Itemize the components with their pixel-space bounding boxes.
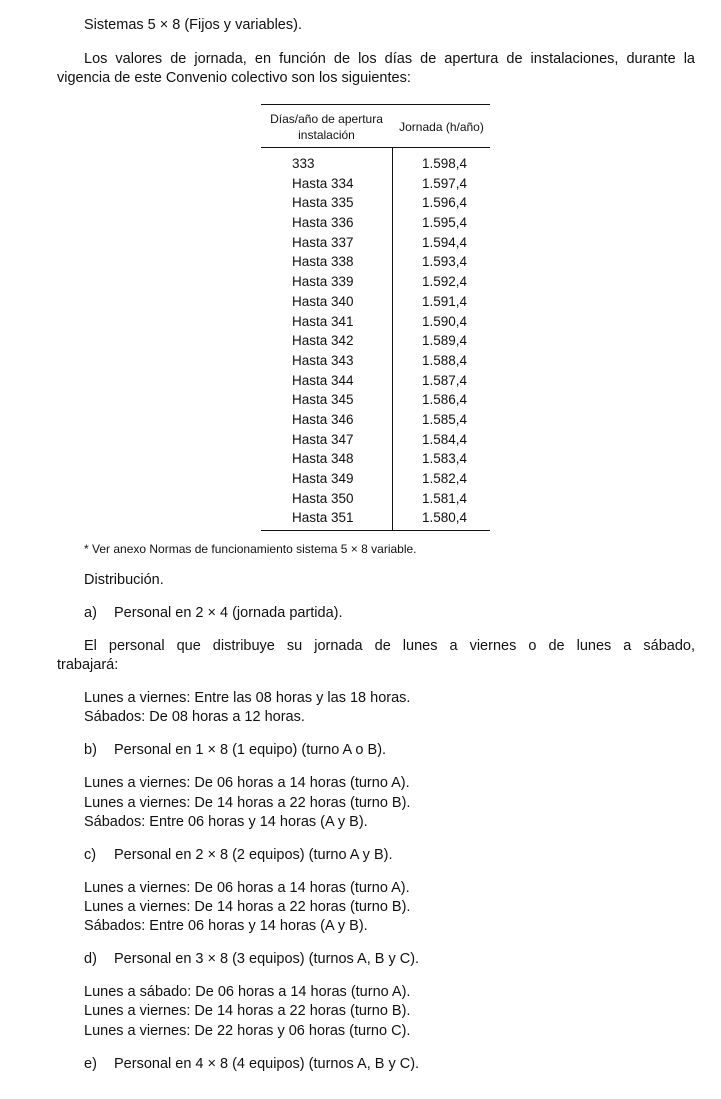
dias-cell: Hasta 343 [292, 352, 354, 368]
table-row [261, 193, 490, 213]
section-b-line-2: Lunes a viernes: De 14 horas a 22 horas (turno B). [84, 795, 411, 811]
jornada-cell: 1.594,4 [421, 234, 467, 250]
jornada-cell: 1.583,4 [421, 451, 467, 467]
dias-cell: Hasta 341 [292, 313, 354, 329]
section-a-paragraph: El personal que distribuye su jornada de lunes a viernes o de lunes a sábado, trabajará: [57, 638, 695, 673]
intro-paragraph [57, 50, 695, 88]
table-header-jornada: Jornada (h/año) [399, 120, 484, 134]
dias-cell: Hasta 347 [292, 431, 354, 447]
table-row [261, 272, 490, 292]
table-row [261, 312, 490, 332]
jornada-cell: 1.580,4 [421, 510, 467, 526]
dias-cell: Hasta 336 [292, 215, 354, 231]
jornada-cell: 1.591,4 [421, 293, 467, 309]
dias-cell: Hasta 334 [292, 175, 354, 191]
jornada-cell: 1.584,4 [421, 431, 467, 447]
table-row [261, 371, 490, 391]
section-c-line-3: Sábados: Entre 06 horas y 14 horas (A y B). [84, 918, 368, 934]
table-row [261, 469, 490, 489]
distribucion-heading: Distribución. [84, 572, 164, 588]
table-bottom-rule [261, 530, 490, 531]
section-c-line-1: Lunes a viernes: De 06 horas a 14 horas (turno A). [84, 880, 410, 896]
table-row [261, 430, 490, 450]
dias-cell: Hasta 349 [292, 471, 354, 486]
table-row [261, 233, 490, 253]
intro-line-2: vigencia de este Convenio colectivo son los siguientes: [57, 70, 411, 86]
table-row [261, 292, 490, 312]
jornada-table [261, 104, 490, 531]
jornada-cell: 1.586,4 [421, 392, 467, 408]
table-footnote: * Ver anexo Normas de funcionamiento sistema 5 × 8 variable. [84, 542, 417, 556]
section-b-line-1: Lunes a viernes: De 06 horas a 14 horas (turno A). [84, 775, 410, 791]
section-a-title: a) Personal en 2 × 4 (jornada partida). [84, 605, 343, 621]
table-row [261, 252, 490, 272]
table-row [261, 390, 490, 410]
dias-cell: Hasta 348 [292, 451, 354, 467]
section-a-line-2: Sábados: De 08 horas a 12 horas. [84, 709, 305, 725]
table-row [261, 489, 490, 509]
section-c-title: c) Personal en 2 × 8 (2 equipos) (turno A y B). [84, 847, 393, 863]
table-row [261, 213, 490, 233]
jornada-cell: 1.588,4 [421, 352, 467, 368]
section-c-line-2: Lunes a viernes: De 14 horas a 22 horas (turno B). [84, 899, 411, 915]
table-header-dias: Días/año de apertura instalación [270, 112, 383, 142]
section-d-line-2: Lunes a viernes: De 14 horas a 22 horas (turno B). [84, 1003, 411, 1019]
section-d-line-1: Lunes a sábado: De 06 horas a 14 horas (turno A). [84, 984, 411, 1000]
jornada-cell: 1.581,4 [421, 490, 467, 506]
dias-cell: 333 [292, 156, 315, 171]
table-top-rule [261, 104, 490, 105]
dias-cell: Hasta 339 [292, 274, 354, 290]
table-header-rule [261, 147, 490, 148]
table-row [261, 174, 490, 194]
table-row [261, 154, 490, 174]
section-d-title: d) Personal en 3 × 8 (3 equipos) (turnos A, B y C). [84, 951, 420, 967]
jornada-cell: 1.582,4 [421, 471, 467, 486]
jornada-cell: 1.590,4 [421, 313, 467, 329]
section-b-title: b) Personal en 1 × 8 (1 equipo) (turno A o B). [84, 742, 387, 758]
dias-cell: Hasta 351 [292, 510, 354, 526]
jornada-cell: 1.595,4 [421, 215, 467, 231]
section-d-line-3: Lunes a viernes: De 22 horas y 06 horas (turno C). [84, 1023, 411, 1039]
jornada-cell: 1.597,4 [421, 175, 467, 191]
dias-cell: Hasta 340 [292, 293, 354, 309]
jornada-cell: 1.587,4 [421, 372, 467, 388]
jornada-cell: 1.585,4 [421, 411, 467, 427]
dias-cell: Hasta 338 [292, 254, 354, 270]
dias-cell: Hasta 350 [292, 490, 354, 506]
table-row [261, 508, 490, 528]
table-row [261, 331, 490, 351]
intro-line-1: Los valores de jornada, en función de los días de apertura de instalaciones, durante la [84, 51, 695, 67]
table-row [261, 410, 490, 430]
table-row [261, 351, 490, 371]
section-heading: Sistemas 5 × 8 (Fijos y variables). [84, 17, 302, 33]
section-a-line-1: Lunes a viernes: Entre las 08 horas y las 18 horas. [84, 690, 411, 706]
dias-cell: Hasta 342 [292, 333, 354, 349]
table-row [261, 449, 490, 469]
jornada-cell: 1.593,4 [421, 254, 467, 270]
jornada-cell: 1.592,4 [421, 274, 467, 290]
dias-cell: Hasta 335 [292, 195, 354, 211]
dias-cell: Hasta 345 [292, 392, 354, 408]
section-e-title: e) Personal en 4 × 8 (4 equipos) (turnos A, B y C). [84, 1056, 420, 1072]
jornada-cell: 1.598,4 [421, 156, 467, 171]
dias-cell: Hasta 337 [292, 234, 354, 250]
jornada-cell: 1.589,4 [421, 333, 467, 349]
dias-cell: Hasta 346 [292, 411, 354, 427]
section-b-line-3: Sábados: Entre 06 horas y 14 horas (A y B). [84, 814, 368, 830]
jornada-cell: 1.596,4 [421, 195, 467, 211]
dias-cell: Hasta 344 [292, 372, 354, 388]
table-body [261, 154, 490, 528]
